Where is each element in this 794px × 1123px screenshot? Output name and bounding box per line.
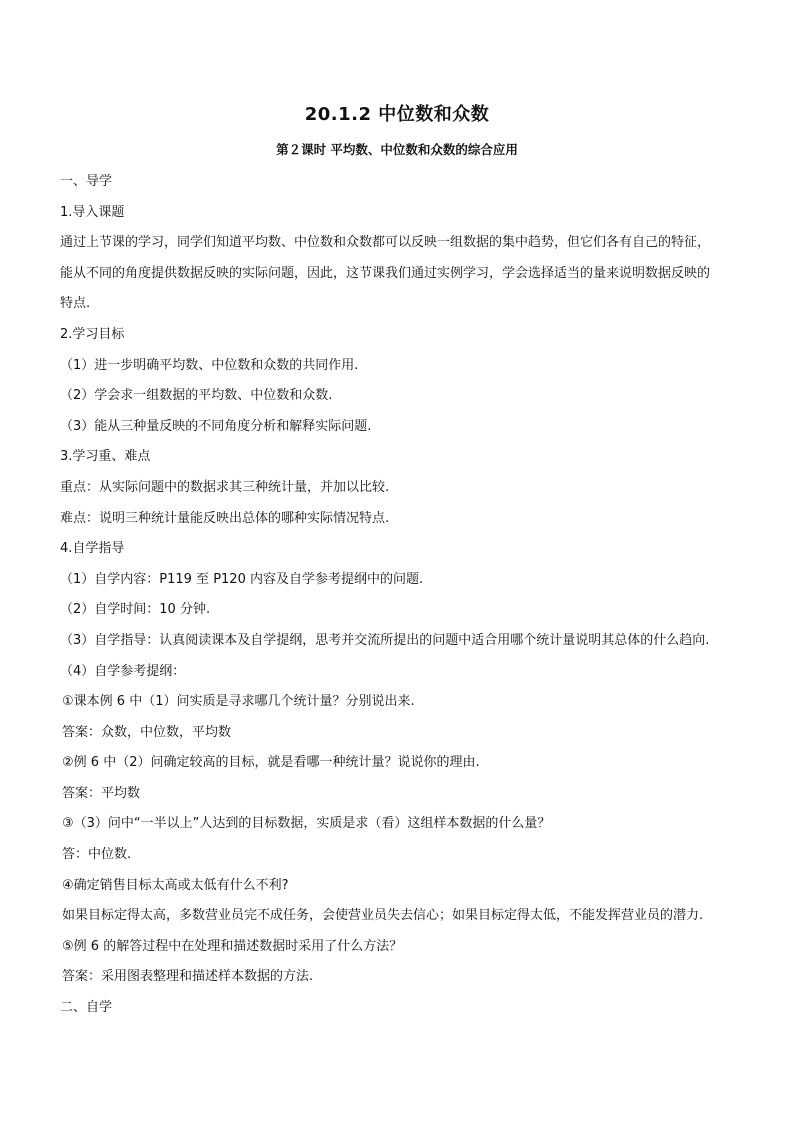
answer-line: 如果目标定得太高，多数营业员完不成任务，会使营业员失去信心；如果目标定得太低，不能发挥营业员的潜力. [62,908,704,924]
question-item: ④确定销售目标太高或太低有什么不利? [62,877,289,893]
list-item: （1）进一步明确平均数、中位数和众数的共同作用. [60,357,359,373]
subsection-heading: 1.导入课题 [60,204,125,220]
answer-line: 答案：平均数 [62,785,141,801]
answer-line: 答案：众数，中位数，平均数 [62,724,232,740]
question-item: ⑤例 6 的解答过程中在处理和描述数据时采用了什么方法？ [62,938,403,954]
subsection-heading: 3.学习重、难点 [60,449,151,465]
page-title: 20.1.2 中位数和众数 [304,104,490,125]
page-subtitle: 第２课时 平均数、中位数和众数的综合应用 [276,142,518,157]
list-item: （1）自学内容：P119 至 P120 内容及自学参考提纲中的问题. [60,571,424,587]
list-item: （3）自学指导：认真阅读课本及自学提纲，思考并交流所提出的问题中适合用哪个统计量说明其总体的什么趋向. [60,632,710,648]
question-item: ③（3）问中“一半以上”人达到的目标数据，实质是求（看）这组样本数据的什么量？ [62,816,551,832]
list-item: （2）自学时间：10 分钟. [60,602,211,618]
paragraph-line: 能从不同的角度提供数据反映的实际问题，因此，这节课我们通过实例学习，学会选择适当的量来说明数据反映的 [60,265,711,281]
section-heading-guide: 一、导学 [60,174,113,189]
document-body [60,172,760,1029]
answer-line: 答案：采用图表整理和描述样本数据的方法. [62,969,314,985]
paragraph-line: 难点：说明三种统计量能反映出总体的哪种实际情况特点. [60,510,390,526]
subsection-heading: 4.自学指导 [60,541,125,557]
question-item: ①课本例 6 中（1）问实质是寻求哪几个统计量？分别说出来. [62,694,415,710]
question-item: ②例 6 中（2）问确定较高的目标，就是看哪一种统计量？说说你的理由. [62,755,480,771]
list-item: （3）能从三种量反映的不同角度分析和解释实际问题. [60,418,372,434]
list-item: （4）自学参考提纲： [60,663,186,679]
list-item: （2）学会求一组数据的平均数、中位数和众数. [60,388,333,404]
answer-line: 答：中位数. [62,847,132,863]
subsection-heading: 2.学习目标 [60,326,125,342]
section-heading-selfstudy: 二、自学 [60,1000,113,1016]
paragraph-line: 通过上节课的学习，同学们知道平均数、中位数和众数都可以反映一组数据的集中趋势，但它们各有自己的特征， [60,235,711,251]
paragraph-line: 特点. [60,296,91,312]
paragraph-line: 重点：从实际问题中的数据求其三种统计量，并加以比较. [60,479,390,495]
